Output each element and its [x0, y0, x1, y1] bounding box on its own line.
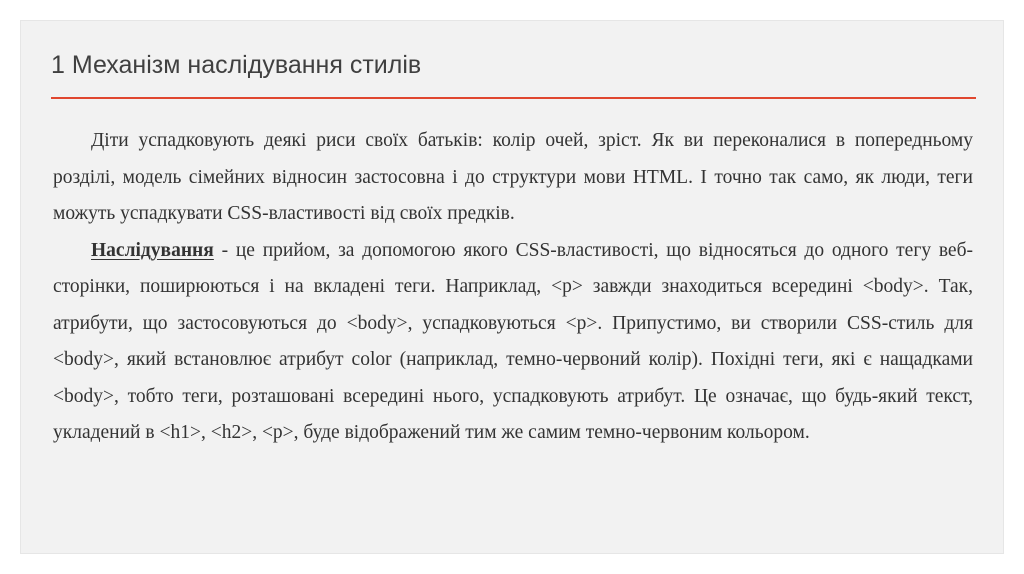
- term-inheritance: Наслідування: [91, 239, 214, 261]
- title-divider: [51, 97, 976, 99]
- slide-title: 1 Механізм наслідування стилів: [51, 51, 422, 79]
- slide: [20, 20, 1004, 554]
- paragraph-2: [53, 233, 973, 452]
- paragraph-2-text: - це прийом, за допомогою якого CSS-властивості, що відносяться до одного тегу веб-сторінки, поширюються і на вкладені теги. Наприклад, <p> завжди знаходиться всередині <body>. Так, атрибути, що застосовуються до <body>, успадковуються <p>. Припустимо, ви створили CSS-стиль для <body>, який встановлює атрибут color (наприклад, темно-червоний колір). Похідні теги, які є нащадками <body>, тобто теги, розташовані всередині нього, успадковують атрибут. Це означає, що будь-який текст, укладений в <h1>, <h2>, <p>, буде відображений тим же самим темно-червоним кольором.: [53, 239, 973, 443]
- paragraph-1: Діти успадковують деякі риси своїх батьків: колір очей, зріст. Як ви переконалися в попередньому розділі, модель сімейних відносин застосовна і до структури мови HTML. І точно так само, як люди, теги можуть успадкувати CSS-властивості від своїх предків.: [53, 130, 973, 224]
- slide-body: [53, 123, 973, 452]
